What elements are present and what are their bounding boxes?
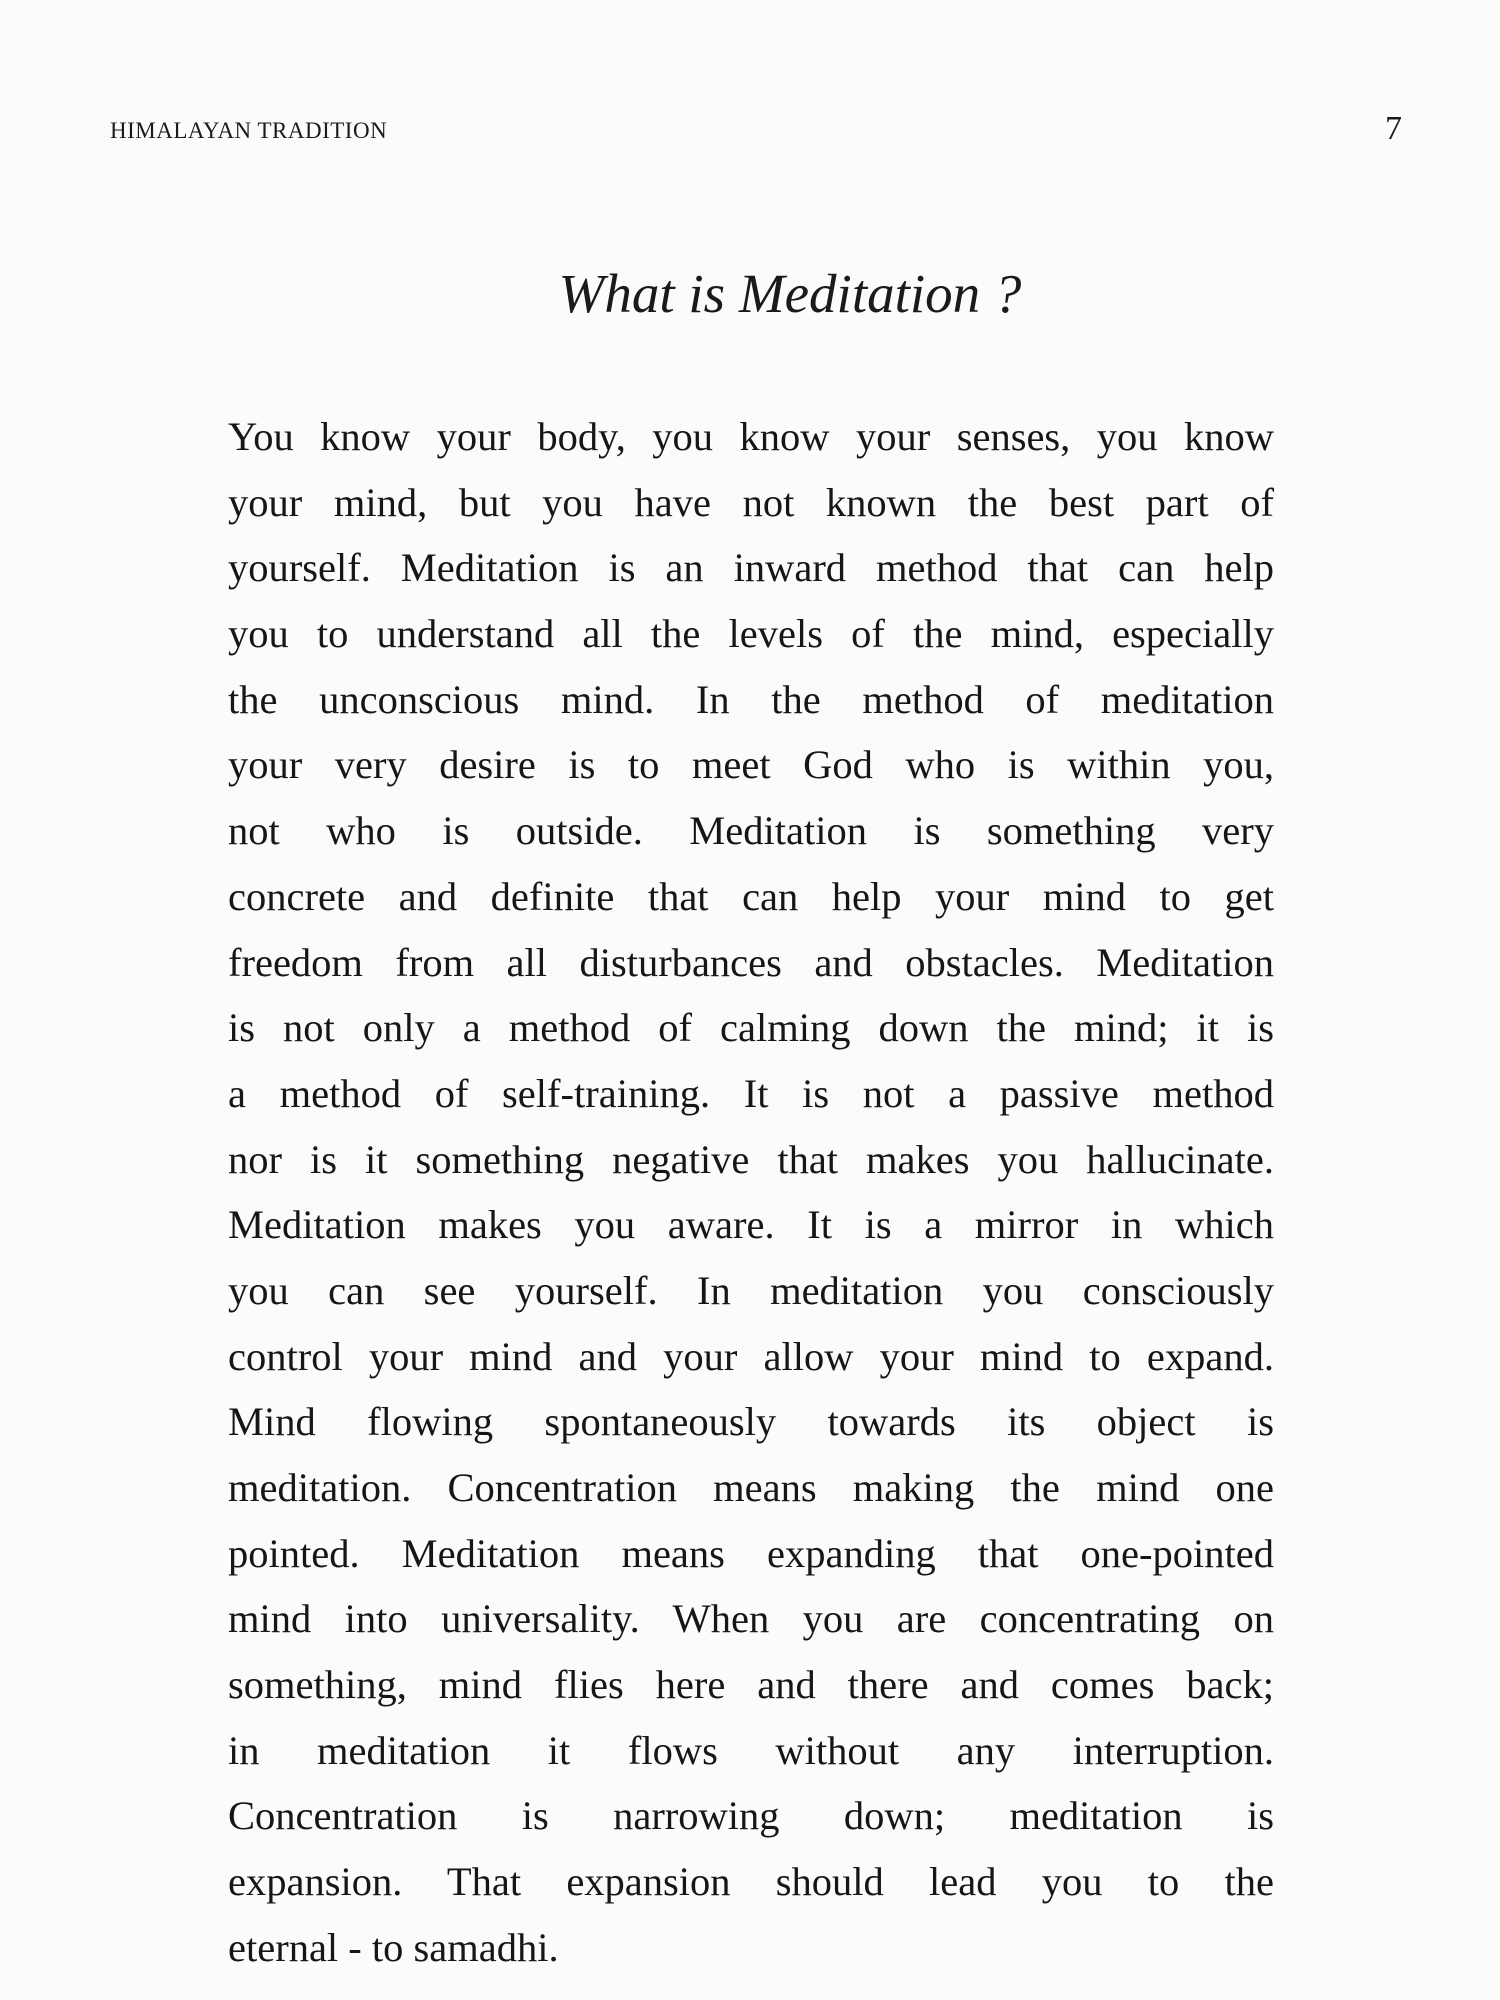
text-line: the unconscious mind. In the method of meditation (228, 676, 1274, 722)
chapter-title: What is Meditation ? (558, 263, 1022, 324)
page-number: 7 (1385, 110, 1402, 147)
text-line: Mind flowing spontaneously towards its object is (228, 1399, 1274, 1445)
text-line: expansion. That expansion should lead you to the (228, 1859, 1274, 1905)
text-line: you to understand all the levels of the mind, especially (228, 611, 1274, 657)
text-line: Concentration is narrowing down; meditation is (228, 1793, 1274, 1839)
text-line: something, mind flies here and there and comes back; (228, 1662, 1274, 1708)
text-line: your mind, but you have not known the best part of (228, 479, 1274, 525)
text-line: you can see yourself. In meditation you consciously (228, 1267, 1274, 1313)
body-paragraph (228, 404, 1274, 1981)
text-line: control your mind and your allow your mind to expand. (228, 1333, 1274, 1379)
text-line: freedom from all disturbances and obstacles. Meditation (228, 939, 1274, 985)
text-line: You know your body, you know your senses, you know (228, 414, 1274, 459)
text-line: nor is it something negative that makes you hallucinate. (228, 1136, 1274, 1182)
text-line: a method of self-training. It is not a passive method (228, 1070, 1274, 1116)
text-line: yourself. Meditation is an inward method that can help (228, 545, 1274, 591)
text-line: mind into universality. When you are concentrating on (228, 1596, 1274, 1642)
text-line: eternal - to samadhi. (228, 1924, 559, 1970)
running-head: HIMALAYAN TRADITION (110, 118, 388, 143)
text-line: pointed. Meditation means expanding that one-pointed (228, 1530, 1274, 1576)
text-line: meditation. Concentration means making the mind one (228, 1465, 1274, 1510)
text-line: your very desire is to meet God who is within you, (228, 742, 1274, 788)
text-line: not who is outside. Meditation is something very (228, 808, 1274, 854)
text-line: concrete and definite that can help your mind to get (228, 873, 1274, 919)
text-line: Meditation makes you aware. It is a mirror in which (228, 1202, 1274, 1248)
text-line: is not only a method of calming down the mind; it is (228, 1005, 1274, 1051)
text-line: in meditation it flows without any interruption. (228, 1727, 1274, 1773)
